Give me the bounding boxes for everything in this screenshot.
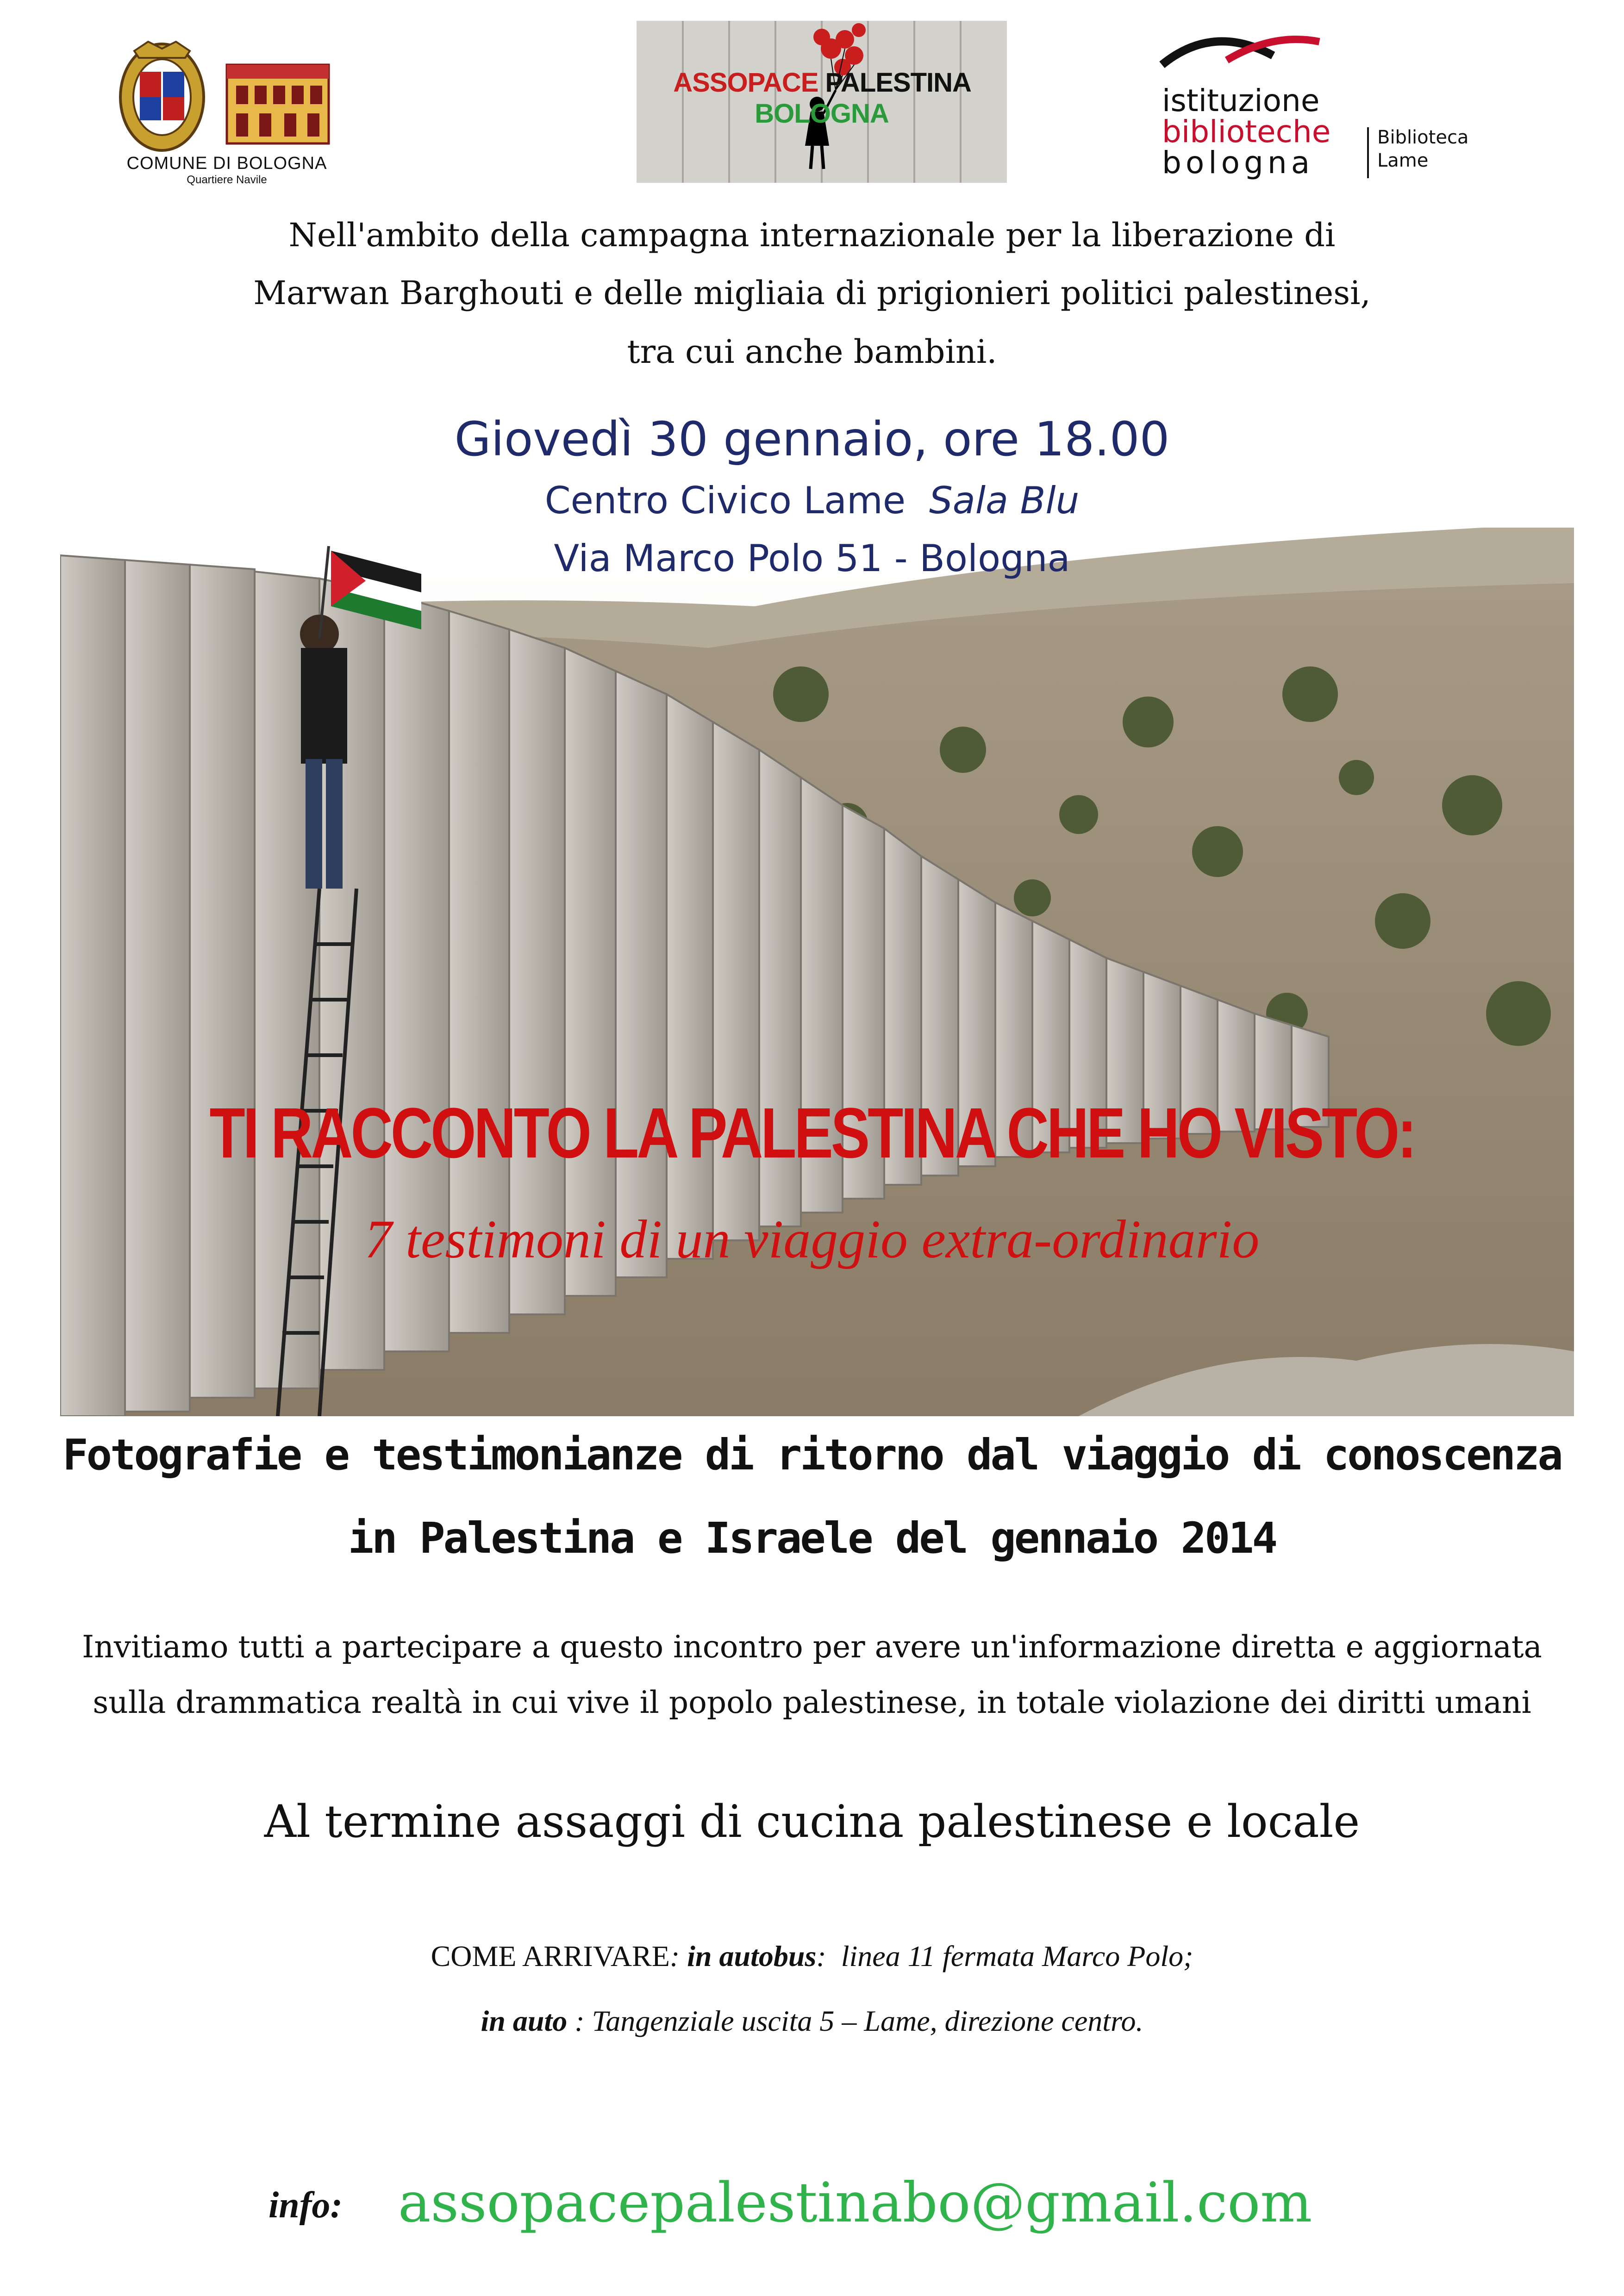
biblioteca-label: Biblioteca	[1377, 127, 1469, 148]
separation-wall-photo	[60, 528, 1574, 1416]
invite-line-2: sulla drammatica realtà in cui vive il popolo palestinese, in totale violazione dei diritti umani	[93, 1685, 1531, 1720]
wall-landscape-image	[60, 528, 1574, 1416]
directions-label: COME ARRIVARE	[431, 1940, 670, 1972]
campaign-line-1: Nell'ambito della campagna internazionale per la liberazione di	[288, 216, 1336, 254]
event-address: Via Marco Polo 51 - Bologna	[554, 537, 1070, 580]
comune-name: COMUNE DI BOLOGNA	[126, 154, 327, 173]
event-date: Giovedì 30 gennaio, ore 18.00	[454, 412, 1170, 467]
event-room: Sala Blu	[929, 479, 1080, 522]
biblioteche-text: biblioteche	[1162, 114, 1331, 149]
contact-email[interactable]: assopacepalestinabo@gmail.com	[398, 2171, 1312, 2234]
assopace-logo	[637, 21, 1007, 183]
logo-divider	[1367, 127, 1369, 178]
biblioteche-logo	[1157, 28, 1509, 190]
event-place	[0, 479, 1624, 522]
bologna-word: BOLOGNA	[755, 99, 889, 129]
food-note: Al termine assaggi di cucina palestinese e locale	[264, 1796, 1360, 1848]
invite-line-1: Invitiamo tutti a partecipare a questo incontro per avere un'informazione diretta e aggiornata	[82, 1629, 1542, 1665]
lame-label: Lame	[1377, 150, 1429, 171]
directions-bus-line: COME ARRIVARE: in autobus: linea 11 fermata Marco Polo;	[431, 1940, 1193, 1972]
bus-text: linea 11 fermata Marco Polo;	[841, 1940, 1193, 1972]
bologna-text: bologna	[1162, 145, 1314, 180]
quartiere-name: Quartiere Navile	[187, 174, 267, 186]
info-label: info:	[269, 2185, 343, 2226]
palestina-word: PALESTINA	[825, 68, 970, 98]
photos-line-2: in Palestina e Israele del gennaio 2014	[348, 1513, 1276, 1563]
campaign-line-3: tra cui anche bambini.	[627, 333, 997, 371]
assopace-word: ASSOPACE	[673, 68, 818, 98]
photos-line-1: Fotografie e testimonianze di ritorno dal viaggio di conoscenza	[62, 1430, 1562, 1480]
exhibition-title: TI RACCONTO LA PALESTINA CHE HO VISTO:	[209, 1093, 1415, 1173]
comune-di-bologna-logo	[106, 32, 347, 185]
bus-label: in autobus	[687, 1940, 817, 1972]
exhibition-subtitle: 7 testimoni di un viaggio extra-ordinario	[364, 1209, 1260, 1269]
car-text: Tangenziale uscita 5 – Lame, direzione centro.	[592, 2004, 1143, 2037]
directions-car-line: in auto : Tangenziale uscita 5 – Lame, direzione centro.	[481, 2004, 1143, 2037]
open-book-icon	[1157, 28, 1324, 79]
car-label: in auto	[481, 2004, 568, 2037]
event-venue: Centro Civico Lame	[544, 479, 906, 522]
istituzione-text: istituzione	[1162, 83, 1320, 118]
campaign-line-2: Marwan Barghouti e delle migliaia di prigionieri politici palestinesi,	[253, 274, 1371, 312]
